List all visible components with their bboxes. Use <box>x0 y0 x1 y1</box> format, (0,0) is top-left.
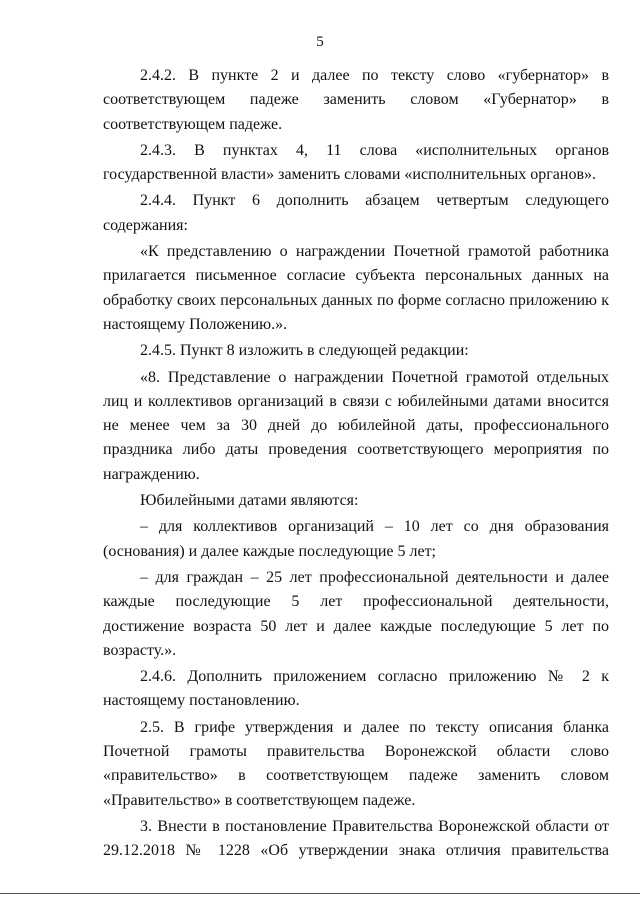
list-item-organizations: – для коллективов организаций – 10 лет со дня образования (основания) и далее каждые последующие 5 лет; <box>103 518 609 560</box>
paragraph-2-5: 2.5. В грифе утверждения и далее по тексту описания бланка Почетной грамоты правительства Воронежской области слово «правительство» в соответствующем падеже заменить словом «Правительство» в соответствующем падеже. <box>103 718 609 809</box>
paragraph-2-4-3: 2.4.3. В пунктах 4, 11 слова «исполнительных органов государственной власти» заменить словами «исполнительных органов». <box>103 141 609 184</box>
paragraph-2-4-4: 2.4.4. Пункт 6 дополнить абзацем четвертым следующего содержания: <box>103 192 609 234</box>
paragraph-3: 3. Внести в постановление Правительства Воронежской области от 29.12.2018 № 1228 «Об утверждении знака отличия правительства <box>103 817 609 860</box>
paragraph-2-4-2: 2.4.2. В пункте 2 и далее по тексту слово «губернатор» в соответствующем падеже заменить словом «Губернатор» в соответствующем падеже. <box>103 67 609 133</box>
paragraph-anniversary-dates: Юбилейными датами являются: <box>140 492 359 510</box>
paragraph-2-4-6: 2.4.6. Дополнить приложением согласно приложению № 2 к настоящему постановлению. <box>103 668 609 710</box>
paragraph-quote-item-8: «8. Представление о награждении Почетной грамотой отдельных лиц и коллективов организаций в связи с юбилейными датами вносится не менее чем за 30 дней до юбилейной даты, профессионального праздника либо даты проведения соответствующего мероприятия по награждению. <box>103 368 609 483</box>
paragraph-quote-consent: «К представлению о награждении Почетной грамотой работника прилагается письменное согласие субъекта персональных данных на обработку своих персональных данных по форме согласно приложению к настоящему Положению.». <box>103 243 609 333</box>
document-body <box>103 64 609 866</box>
paragraph-2-4-5: 2.4.5. Пункт 8 изложить в следующей редакции: <box>140 342 469 360</box>
page-number: 5 <box>316 34 324 50</box>
list-item-citizens: – для граждан – 25 лет профессиональной деятельности и далее каждые последующие 5 лет профессиональной деятельности, достижение возраста 50 лет и далее каждые последующие 5 лет по возрасту.». <box>103 568 609 659</box>
bottom-edge-line <box>0 893 640 894</box>
